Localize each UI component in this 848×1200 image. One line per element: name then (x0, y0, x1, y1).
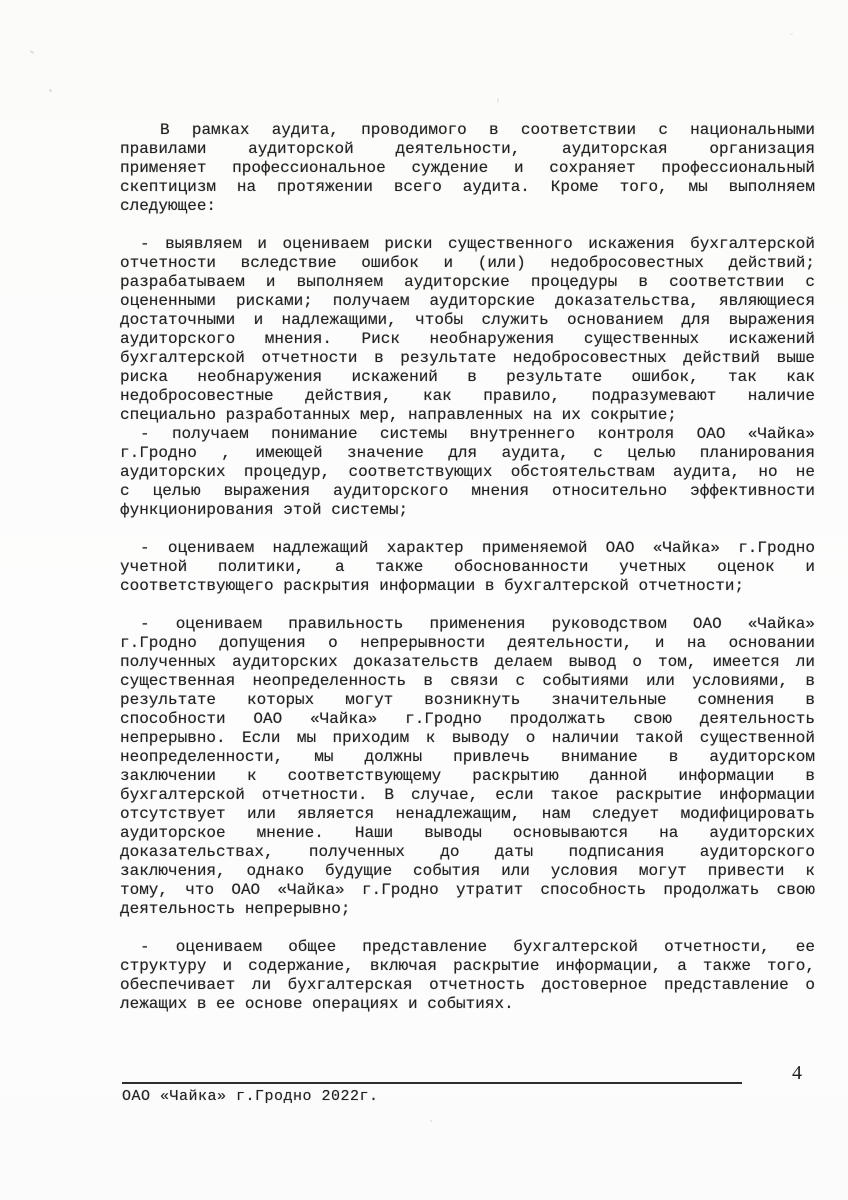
text-line: доказательствах, полученных до даты подписания аудиторского (120, 843, 815, 861)
text-line: деятельность непрерывно; (120, 900, 351, 918)
text-line: аудиторских процедур, соответствующих обстоятельствам аудита, но не (120, 463, 815, 481)
paragraph (120, 938, 815, 1014)
text-line: отчетности вследствие ошибок и (или) недобросовестных действий; (120, 254, 815, 272)
scan-speck (497, 98, 499, 103)
text-line: непрерывно. Если мы приходим к выводу о наличии такой существенной (120, 729, 815, 747)
text-line: бухгалтерской отчетности в результате недобросовестных действий выше (120, 349, 815, 367)
paragraph (120, 235, 815, 425)
footer-divider-line (122, 1082, 742, 1084)
text-line: неопределенности, мы должны привлечь внимание в аудиторском (120, 748, 815, 766)
text-line: аудиторское мнение. Наши выводы основываются на аудиторских (120, 824, 815, 842)
text-line: бухгалтерской отчетности. В случае, если такое раскрытие информации (120, 786, 815, 804)
text-line: г.Гродно допущения о непрерывности деятельности, и на основании (120, 634, 815, 652)
text-line: - оцениваем надлежащий характер применяемой ОАО «Чайка» г.Гродно (140, 539, 815, 557)
text-line: - оцениваем общее представление бухгалтерской отчетности, ее (140, 938, 815, 956)
text-line: лежащих в ее основе операциях и событиях. (120, 995, 514, 1013)
scan-speck (49, 89, 52, 92)
text-line: отсутствует или является ненадлежащим, нам следует модифицировать (120, 805, 815, 823)
text-line: существенная неопределенность в связи с событиями или условиями, в (120, 672, 815, 690)
text-line: оцененными рисками; получаем аудиторские доказательства, являющиеся (120, 292, 815, 310)
text-line: структуру и содержание, включая раскрытие информации, а также того, (120, 957, 815, 975)
text-line: В рамках аудита, проводимого в соответствии с национальными (160, 121, 815, 139)
text-line: аудиторского мнения. Риск необнаружения существенных искажений (120, 330, 815, 348)
document-body (120, 121, 815, 1014)
text-line: скептицизм на протяжении всего аудита. Кроме того, мы выполняем (120, 178, 815, 196)
page-number: 4 (792, 1062, 802, 1084)
text-line: г.Гродно , имеющей значение для аудита, с целью планирования (120, 444, 815, 462)
text-line: с целью выражения аудиторского мнения относительно эффективности (120, 482, 815, 500)
text-line: специально разработанных мер, направленных на их сокрытие; (120, 406, 677, 424)
text-line: - оцениваем правильность применения руководством ОАО «Чайка» (140, 615, 815, 633)
text-line: полученных аудиторских доказательств делаем вывод о том, имеется ли (120, 653, 815, 671)
footer-source-label: ОАО «Чайка» г.Гродно 2022г. (122, 1088, 379, 1105)
scan-speck (30, 50, 34, 54)
paragraph (120, 539, 815, 596)
text-line: обеспечивает ли бухгалтерская отчетность достоверное представление о (120, 976, 815, 994)
text-line: - выявляем и оцениваем риски существенного искажения бухгалтерской (140, 235, 815, 253)
text-line: способности ОАО «Чайка» г.Гродно продолжать свою деятельность (120, 710, 815, 728)
scan-speck (430, 1120, 432, 1122)
text-line: - получаем понимание системы внутреннего контроля ОАО «Чайка» (140, 425, 815, 443)
text-line: риска необнаружения искажений в результате ошибок, так как (120, 368, 815, 386)
paragraph (120, 425, 815, 520)
text-line: достаточными и надлежащими, чтобы служить основанием для выражения (120, 311, 815, 329)
scan-speck (790, 33, 793, 35)
text-line: заключения, однако будущие события или условия могут привести к (120, 862, 815, 880)
text-line: недобросовестные действия, как правило, подразумевают наличие (120, 387, 815, 405)
text-line: следующее: (120, 197, 217, 215)
text-line: функционирования этой системы; (120, 501, 409, 519)
paragraph (120, 121, 815, 216)
text-line: соответствующего раскрытия информации в бухгалтерской отчетности; (120, 577, 745, 595)
text-line: применяет профессиональное суждение и сохраняет профессиональный (120, 159, 815, 177)
text-line: правилами аудиторской деятельности, аудиторская организация (120, 140, 815, 158)
text-line: учетной политики, а также обоснованности учетных оценок и (120, 558, 815, 576)
paragraph (120, 615, 815, 919)
text-line: разрабатываем и выполняем аудиторские процедуры в соответствии с (120, 273, 815, 291)
text-line: заключении к соответствующему раскрытию данной информации в (120, 767, 815, 785)
text-line: результате которых могут возникнуть значительные сомнения в (120, 691, 815, 709)
text-line: тому, что ОАО «Чайка» г.Гродно утратит способность продолжать свою (120, 881, 815, 899)
